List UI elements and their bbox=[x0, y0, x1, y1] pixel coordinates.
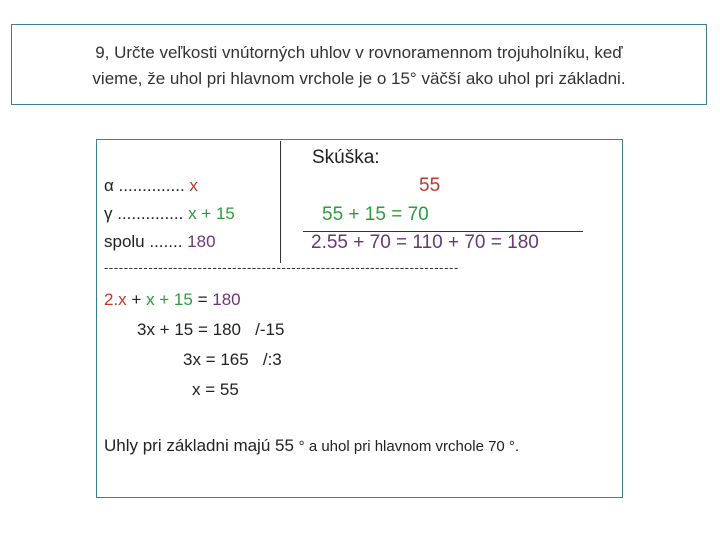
equation-line-3: 3x = 165 /:3 bbox=[183, 350, 282, 369]
equation-term-180: 180 bbox=[212, 290, 241, 309]
sum-value: 180 bbox=[187, 232, 216, 251]
equation-term-2x: 2.x bbox=[104, 290, 127, 309]
equation-line-2: 3x + 15 = 180 /-15 bbox=[137, 320, 285, 339]
equation-plus: + bbox=[126, 290, 147, 309]
answer-text bbox=[104, 436, 519, 456]
task-box bbox=[11, 24, 707, 105]
dashed-separator: ------------------------------------------------------------------------ bbox=[104, 260, 459, 275]
answer-part-2: ° a uhol pri hlavnom vrchole 70 °. bbox=[298, 438, 520, 455]
equation-line-1 bbox=[104, 290, 241, 310]
gamma-expression: x + 15 bbox=[188, 204, 235, 223]
sum-label: spolu ....... bbox=[104, 232, 183, 251]
check-line-1: 55 bbox=[419, 175, 441, 196]
sum-row bbox=[104, 232, 216, 252]
equation-line-4: x = 55 bbox=[192, 380, 239, 399]
gamma-label: γ .............. bbox=[104, 204, 184, 223]
equation-equals: = bbox=[192, 290, 213, 309]
check-line-2: 55 + 15 = 70 bbox=[322, 204, 429, 225]
alpha-row bbox=[104, 176, 198, 196]
check-line-3: 2.55 + 70 = 110 + 70 = 180 bbox=[311, 232, 539, 253]
alpha-label: α .............. bbox=[104, 176, 185, 195]
task-text-line-1: 9, Určte veľkosti vnútorných uhlov v rovnoramennom trojuholníku, keď bbox=[95, 43, 623, 62]
gamma-row bbox=[104, 204, 235, 224]
check-title: Skúška: bbox=[312, 147, 380, 168]
check-divider-vertical bbox=[280, 141, 281, 263]
task-text-line-2: vieme, že uhol pri hlavnom vrchole je o 15° väčší ako uhol pri základni. bbox=[92, 69, 626, 88]
equation-term-x-plus-15: x + 15 bbox=[146, 290, 193, 309]
alpha-expression: x bbox=[189, 176, 198, 195]
answer-part-1: Uhly pri základni majú 55 bbox=[104, 436, 299, 455]
